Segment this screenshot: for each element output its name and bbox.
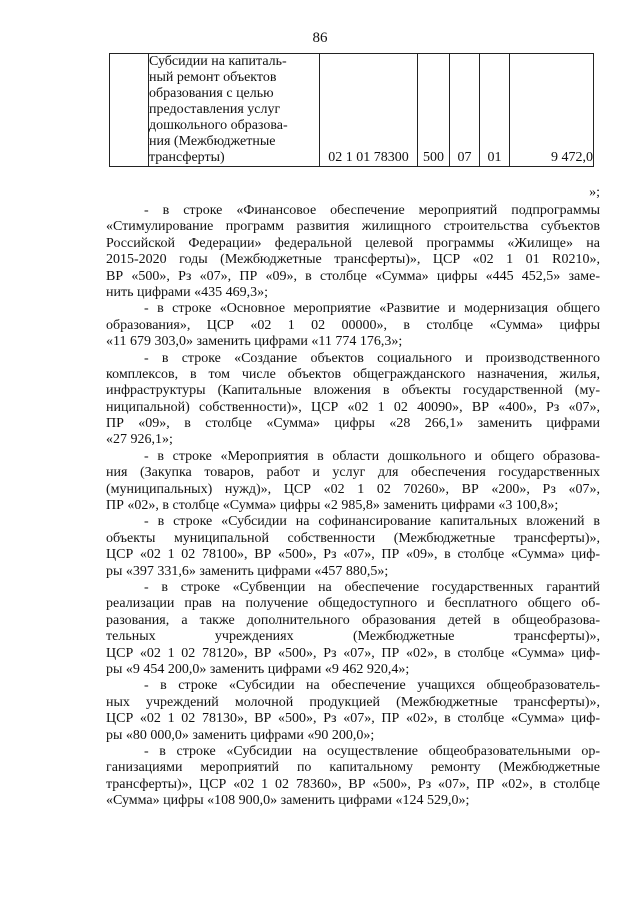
text-line: трансферты)», ЦСР «02 1 02 78360», ВР «500», Рз «07», ПР «02», в столбце <box>106 776 600 792</box>
budget-table <box>109 53 594 167</box>
amendment-paragraph <box>106 744 600 810</box>
text-line: ры «397 331,6» заменить цифрами «457 880,5»; <box>106 563 389 579</box>
amendment-paragraph <box>106 449 600 515</box>
amendment-paragraph <box>106 580 600 678</box>
text-line: - в строке «Финансовое обеспечение мероприятий подпрограммы <box>144 203 600 218</box>
text-line: ных учреждений молочной продукцией (Межбюджетные трансферты)», <box>106 694 600 710</box>
text-line: - в строке «Субсидии на софинансирование капитальных вложений в <box>144 514 600 530</box>
amendment-text <box>106 203 600 809</box>
text-line: - в строке «Субсидии на обеспечение учащихся общеобразователь- <box>144 678 600 694</box>
text-line: комплексов, в том числе объектов общегражданского назначения, жилья, <box>106 366 600 382</box>
text-line: разования, а также дополнительного образования детей в общеобразова- <box>106 612 600 628</box>
text-line: - в строке «Мероприятия в области дошкольного и общего образова- <box>144 448 600 464</box>
text-line: (муниципальных) нужд)», ЦСР «02 1 02 70260», ВР «200», Рз «07», <box>106 481 600 497</box>
amendment-paragraph <box>106 678 600 744</box>
text-line: ния (Закупка товаров, работ и услуг для обеспечения государственных <box>106 465 600 481</box>
table-cell-empty <box>110 54 149 167</box>
text-line: ПР «09», в столбце «Сумма» цифры «28 266,1» заменить цифрами <box>106 416 600 432</box>
text-line: ры «80 000,0» заменить цифрами «90 200,0»; <box>106 727 375 743</box>
text-line: тельных учреждениях (Межбюджетные трансферты)», <box>106 629 600 645</box>
text-line: «27 926,1»; <box>106 432 173 448</box>
text-line: ВР «500», Рз «07», ПР «09», в столбце «Сумма» цифры «445 452,5» заме- <box>106 268 600 284</box>
text-line: ниципальной) собственности)», ЦСР «02 1 02 40090», ВР «400», Рз «07», <box>106 399 600 415</box>
amendment-paragraph <box>106 351 600 449</box>
text-line: - в строке «Создание объектов социального и производственного <box>144 350 600 366</box>
table-cell-rz: 07 <box>450 54 480 167</box>
closing-quote-mark: »; <box>589 185 600 200</box>
text-line: - в строке «Основное мероприятие «Развитие и модернизация общего <box>144 301 600 317</box>
name-line: образования с целью <box>149 86 274 101</box>
text-line: «Сумма» цифры «108 900,0» заменить цифрами «124 529,0»; <box>106 793 470 809</box>
text-line: - в строке «Субвенции на обеспечение государственных гарантий <box>144 579 600 595</box>
text-line: ЦСР «02 1 02 78100», ВР «500», Рз «07», ПР «09», в столбце «Сумма» циф- <box>106 547 600 563</box>
text-line: - в строке «Субсидии на осуществление общеобразовательными ор- <box>144 743 600 759</box>
table-cell-name <box>149 54 320 167</box>
text-line: «Стимулирование программ развития жилищного строительства субъектов <box>106 219 600 235</box>
text-line: ПР «02», в столбце «Сумма» цифры «2 985,8» заменить цифрами «3 100,8»; <box>106 498 559 514</box>
page-number: 86 <box>312 30 328 46</box>
text-line: инфраструктуры (Капитальные вложения в объекты государственной (му- <box>106 383 600 399</box>
text-line: объекты муниципальной собственности (Межбюджетные трансферты)», <box>106 530 600 546</box>
name-line: дошкольного образова- <box>149 118 288 133</box>
text-line: ганизациями мероприятий по капитальному ремонту (Межбюджетные <box>106 760 600 776</box>
table-row <box>110 54 594 167</box>
text-line: нить цифрами «435 469,3»; <box>106 284 268 300</box>
text-line: ЦСР «02 1 02 78130», ВР «500», Рз «07», ПР «02», в столбце «Сумма» циф- <box>106 711 600 727</box>
amendment-paragraph <box>106 301 600 350</box>
name-line: трансферты) <box>149 150 225 165</box>
name-line: предоставления услуг <box>149 102 281 117</box>
text-line: 2015-2020 годы (Межбюджетные трансферты)», ЦСР «02 1 01 R0210», <box>106 252 600 268</box>
text-line: ЦСР «02 1 02 78120», ВР «500», Рз «07», ПР «02», в столбце «Сумма» циф- <box>106 645 600 661</box>
table-cell-pr: 01 <box>480 54 510 167</box>
name-line: Субсидии на капиталь- <box>149 54 287 69</box>
amendment-paragraph <box>106 203 600 301</box>
name-line: ный ремонт объектов <box>149 70 277 85</box>
amendment-paragraph <box>106 514 600 580</box>
text-line: «11 679 303,0» заменить цифрами «11 774 176,3»; <box>106 334 403 350</box>
table-cell-sum: 9 472,0 <box>510 54 594 167</box>
table-cell-vr: 500 <box>418 54 450 167</box>
text-line: образования», ЦСР «02 1 02 00000», в столбце «Сумма» цифры <box>106 317 600 333</box>
name-line: ния (Межбюджетные <box>149 134 276 149</box>
table-cell-csr: 02 1 01 78300 <box>320 54 418 167</box>
text-line: Российской Федерации» федеральной целевой программы «Жилище» на <box>106 235 600 251</box>
text-line: реализации прав на получение общедоступного и бесплатного общего об- <box>106 596 600 612</box>
text-line: ры «9 454 200,0» заменить цифрами «9 462 920,4»; <box>106 661 410 677</box>
